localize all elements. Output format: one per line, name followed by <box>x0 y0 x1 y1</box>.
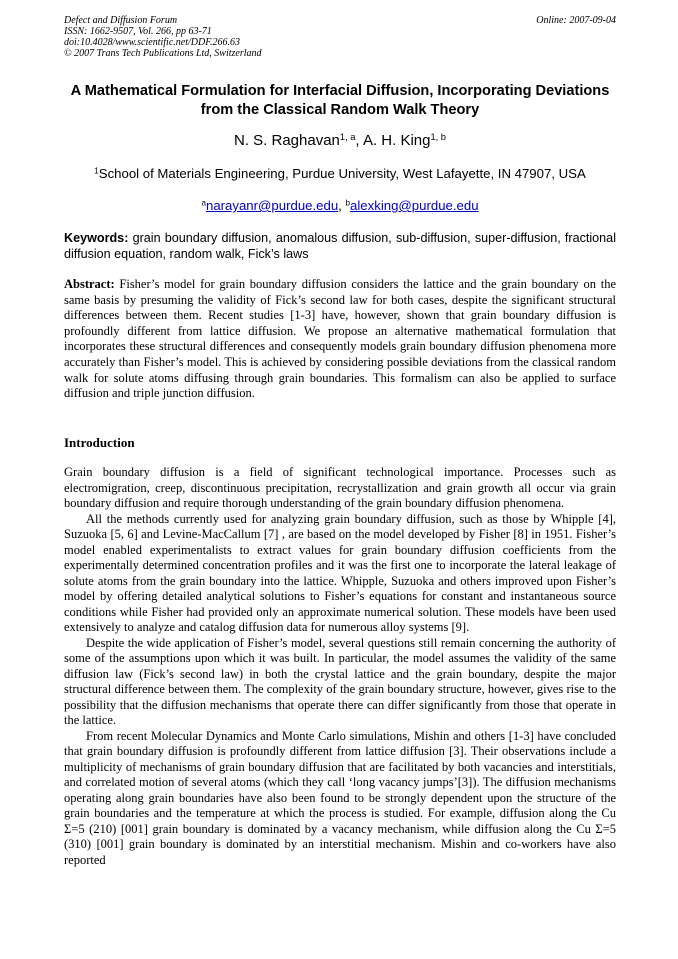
paragraph: Despite the wide application of Fisher’s model, several questions still remain concerning the authority of some of the assumptions upon which it was built. In particular, the model assumes the validity of the same diffusion law (Fick’s second law) in both the crystal lattice and the grain boundary, despite the major structural difference between them. The complexity of the grain boundary structure, however, gives rise to the possibility that the diffusion mechanisms that operate there can differ significantly from those that operate in the lattice. <box>64 635 616 727</box>
paragraph: Grain boundary diffusion is a field of significant technological importance. Processes such as electromigration, creep, discontinuous precipitation, recrystallization and grain growth all occur via grain boundary diffusion and require thorough understanding of the grain boundary diffusion phenomena. <box>64 465 616 510</box>
section-heading: Introduction <box>64 435 135 450</box>
doi-line: doi:10.4028/www.scientific.net/DDF.266.63 <box>64 37 241 48</box>
abstract-label: Abstract: <box>64 277 115 291</box>
paper-title: A Mathematical Formulation for Interfacial Diffusion, Incorporating Deviations from the Classical Random Walk Theory <box>70 83 610 118</box>
author-line <box>64 131 616 151</box>
affiliation <box>64 165 616 183</box>
email-link[interactable]: alexking@purdue.edu <box>350 198 479 213</box>
online-date: Online: 2007-09-04 <box>536 15 616 26</box>
abstract-block <box>64 277 616 402</box>
author-name: A. H. King <box>362 132 431 149</box>
issn-line: ISSN: 1662-9507, Vol. 266, pp 63-71 <box>64 26 212 37</box>
paragraph: From recent Molecular Dynamics and Monte Carlo simulations, Mishin and others [1-3] have concluded that grain boundary diffusion is profoundly different from lattice diffusion [3]. Their observations include a multiplicity of mechanisms of grain boundary diffusion that are facilitated by both vacancies and interstitials, and correlated motion of several atoms (which they call ‘long vacancy jumps’[3]). The diffusion mechanisms operating along grain boundaries have also been found to be strongly dependent upon the structure of the grain boundaries and the temperature at which the process is studied. For example, diffusion along the Cu Σ=5 (210) [001] grain boundary is dominated by a vacancy mechanism, while diffusion along the Cu Σ=5 (310) [001] grain boundary is dominated by an interstitial mechanism. Mishin and co-workers have also reported <box>64 728 616 867</box>
email-link[interactable]: narayanr@purdue.edu <box>205 198 339 213</box>
author-separator: , <box>355 132 363 149</box>
affiliation-sup: 1 <box>94 166 99 176</box>
email-separator: , <box>338 198 346 213</box>
keywords-label: Keywords: <box>64 231 129 245</box>
author-sup: 1, b <box>430 131 446 142</box>
keywords-text: grain boundary diffusion, anomalous diffusion, sub-diffusion, super-diffusion, fractional diffusion equation, random walk, Fick’s laws <box>64 231 616 261</box>
author-sup: 1, a <box>339 131 356 142</box>
copyright-line: © 2007 Trans Tech Publications Ltd, Switzerland <box>64 48 262 59</box>
email-sup: a <box>201 198 206 208</box>
abstract-text: Fisher’s model for grain boundary diffusion considers the lattice and the grain boundary on the same basis by presuming the validity of Fick’s second law for both cases, despite the significant structural differences between them. Recent studies [1-3] have, however, shown that grain boundary diffusion is profoundly different from lattice diffusion. We propose an alternative mathematical formulation that incorporates these structural differences and consequently models grain boundary diffusion phenomena more accurately than Fisher’s model. This is achieved by considering possible deviations from the classical random walk for solute atoms diffusing through grain boundaries. This formalism can also be applied to surface diffusion and triple junction diffusion. <box>64 277 616 401</box>
paragraph: All the methods currently used for analyzing grain boundary diffusion, such as those by Whipple [4], Suzuoka [5, 6] and Levine-MacCallum [7] , are based on the model developed by Fisher [8] in 1951. Fisher’s model enabled experimentalists to extract values for grain boundary diffusion coefficients from the experimentally determined concentration profiles and it was the first one to incorporate the lateral leakage of solute atoms from the grain boundary into the lattice. Whipple, Suzuoka and others improved upon Fisher’s model by offering detailed analytical solutions to Fisher’s equations for constant and instantaneous source conditions while Fisher had provided only an approximate numerical solution. These models have been used extensively to analyze and catalog diffusion data for numerous alloy systems [9]. <box>64 511 616 634</box>
email-line <box>64 197 616 215</box>
journal-header <box>64 15 616 59</box>
affiliation-text: School of Materials Engineering, Purdue University, West Lafayette, IN 47907, USA <box>98 166 586 181</box>
author-name: N. S. Raghavan <box>234 132 340 149</box>
body-text <box>64 465 616 868</box>
keywords-block <box>64 230 616 262</box>
email-sup: b <box>345 198 351 208</box>
journal-name: Defect and Diffusion Forum <box>64 15 178 26</box>
